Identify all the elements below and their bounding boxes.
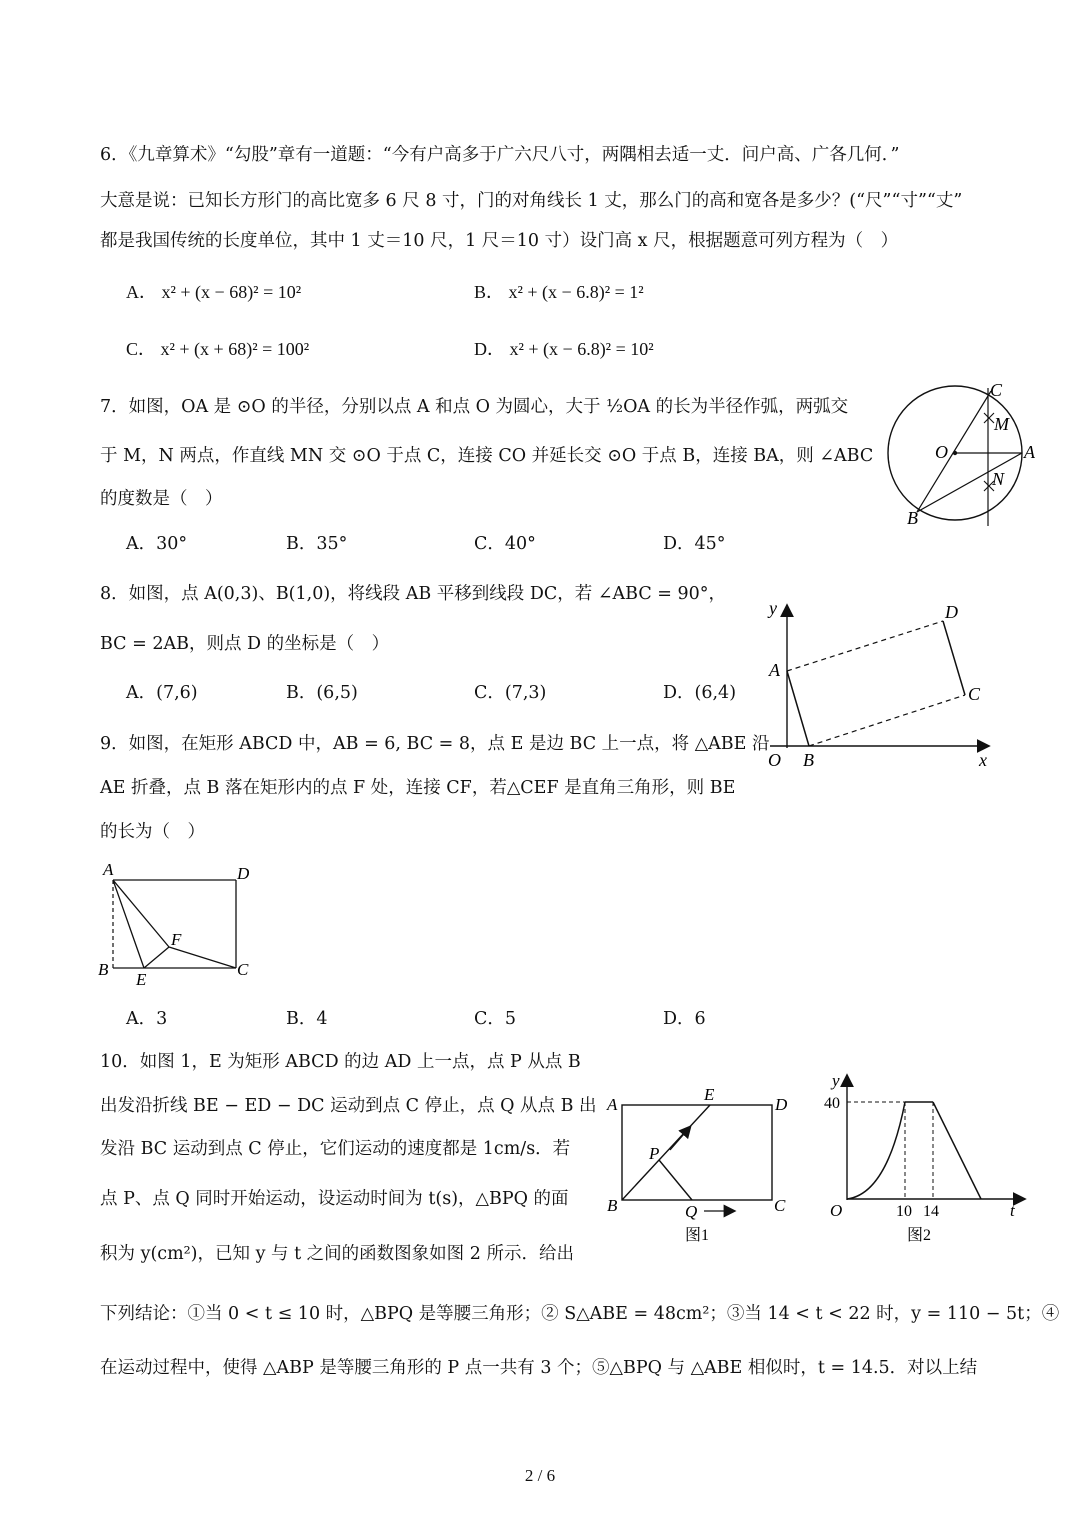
q9-option-a[interactable]: A．3 bbox=[126, 1009, 168, 1029]
segment-af bbox=[113, 880, 169, 947]
q7-line-1: 7．如图，OA 是 ⊙O 的半径，分别以点 A 和点 O 为圆心，大于 ½OA 的长为半径作弧，两弧交 bbox=[100, 397, 849, 417]
tick-40: 40 bbox=[824, 1095, 840, 1112]
segment-pq bbox=[659, 1160, 692, 1200]
label-d: D bbox=[237, 864, 250, 883]
page-number: 2 / 6 bbox=[524, 1466, 556, 1485]
q10-line-2: 出发沿折线 BE − ED − DC 运动到点 C 停止，点 Q 从点 B 出 bbox=[100, 1096, 597, 1116]
q8-option-a[interactable]: A．(7,6) bbox=[126, 683, 198, 703]
q7-option-c[interactable]: C．40° bbox=[474, 534, 536, 554]
q7-option-d[interactable]: D．45° bbox=[663, 534, 726, 554]
q8-option-b[interactable]: B．(6,5) bbox=[286, 683, 358, 703]
q10-line-1: 10．如图 1，E 为矩形 ABCD 的边 AD 上一点，点 P 从点 B bbox=[100, 1052, 581, 1072]
q9-line-2: AE 折叠，点 B 落在矩形内的点 F 处，连接 CF，若△CEF 是直角三角形，则 BE bbox=[100, 778, 736, 798]
label-c: C bbox=[990, 380, 1003, 400]
label-b: B bbox=[803, 750, 814, 770]
tick-14: 14 bbox=[923, 1203, 939, 1220]
q9-rectangle-figure bbox=[96, 858, 256, 990]
label-b: B bbox=[907, 508, 918, 528]
q6-option-b[interactable]: B． x² + (x − 6.8)² = 1² bbox=[474, 282, 644, 302]
label-b: B bbox=[607, 1196, 618, 1215]
q7-circle-figure bbox=[880, 378, 1045, 528]
segment-falling bbox=[933, 1102, 981, 1199]
center-dot bbox=[953, 451, 957, 455]
label-n: N bbox=[992, 469, 1005, 489]
tick-10: 10 bbox=[896, 1203, 912, 1220]
label-o: O bbox=[768, 750, 781, 770]
q9-line-3: 的长为（ ） bbox=[100, 822, 205, 842]
label-e: E bbox=[704, 1085, 715, 1104]
q8-line-1: 8．如图，点 A(0,3)、B(1,0)，将线段 AB 平移到线段 DC，若 ∠ABC = 90°， bbox=[100, 584, 727, 604]
label-c: C bbox=[774, 1196, 786, 1215]
q6-option-d[interactable]: D． x² + (x − 6.8)² = 10² bbox=[474, 339, 654, 359]
dashed-bc bbox=[809, 695, 965, 746]
q7-line-3: 的度数是（ ） bbox=[100, 489, 223, 509]
label-d: D bbox=[945, 602, 958, 622]
label-q: Q bbox=[685, 1202, 698, 1221]
label-m: M bbox=[994, 414, 1009, 434]
arrow-p bbox=[670, 1127, 690, 1150]
label-o: O bbox=[935, 442, 948, 462]
label-c: C bbox=[237, 960, 249, 979]
label-f: F bbox=[171, 930, 182, 949]
q9-option-d[interactable]: D．6 bbox=[663, 1009, 706, 1029]
curve-rising bbox=[847, 1102, 905, 1199]
q10-figure-1 bbox=[600, 1080, 800, 1248]
q8-option-c[interactable]: C．(7,3) bbox=[474, 683, 547, 703]
segment-dc bbox=[943, 621, 965, 695]
label-x: x bbox=[979, 750, 987, 770]
label-a: A bbox=[769, 660, 780, 680]
q9-option-c[interactable]: C．5 bbox=[474, 1009, 517, 1029]
label-e: E bbox=[136, 970, 147, 989]
segment-be bbox=[622, 1105, 710, 1200]
segment-ef bbox=[144, 947, 169, 968]
label-y: y bbox=[832, 1071, 840, 1090]
q8-coordinate-figure bbox=[760, 596, 1000, 776]
dashed-ad bbox=[787, 621, 943, 671]
q10-line-6: 下列结论：①当 0 < t ≤ 10 时，△BPQ 是等腰三角形；② S△ABE = 48cm²；③当 14 < t < 22 时，y = 110 − 5t；④ bbox=[100, 1304, 1060, 1324]
q7-line-2: 于 M，N 两点，作直线 MN 交 ⊙O 于点 C，连接 CO 并延长交 ⊙O 于点 B，连接 BA，则 ∠ABC bbox=[100, 446, 874, 466]
label-b: B bbox=[98, 960, 109, 979]
label-c: C bbox=[968, 684, 981, 704]
caption-fig2: 图2 bbox=[907, 1227, 932, 1244]
q6-line-1: 6．《九章算术》“勾股”章有一道题：“今有户高多于广六尺八寸，两隅相去适一丈．问户高、广各几何．” bbox=[100, 145, 900, 165]
q10-line-3: 发沿 BC 运动到点 C 停止，它们运动的速度都是 1cm/s．若 bbox=[100, 1139, 571, 1159]
q6-line-3: 都是我国传统的长度单位，其中 1 丈＝10 尺，1 尺＝10 寸）设门高 x 尺，根据题意可列方程为（ ） bbox=[100, 231, 899, 251]
q8-option-d[interactable]: D．(6,4) bbox=[663, 683, 737, 703]
label-o: O bbox=[830, 1201, 843, 1220]
segment-ab bbox=[787, 671, 809, 746]
label-a: A bbox=[1024, 442, 1035, 462]
line-ba bbox=[917, 453, 1022, 512]
q7-option-b[interactable]: B．35° bbox=[286, 534, 348, 554]
label-t: t bbox=[1010, 1201, 1015, 1220]
label-d: D bbox=[775, 1095, 788, 1114]
label-a: A bbox=[607, 1095, 618, 1114]
caption-fig1: 图1 bbox=[685, 1227, 710, 1244]
label-a: A bbox=[103, 860, 114, 879]
q6-line-2: 大意是说：已知长方形门的高比宽多 6 尺 8 寸，门的对角线长 1 丈，那么门的高和宽各是多少？(“尺”“寸”“丈” bbox=[100, 191, 963, 211]
q10-line-4: 点 P、点 Q 同时开始运动，设运动时间为 t(s)，△BPQ 的面 bbox=[100, 1189, 569, 1209]
label-y: y bbox=[769, 598, 777, 618]
q8-line-2: BC = 2AB，则点 D 的坐标是（ ） bbox=[100, 634, 390, 654]
q7-option-a[interactable]: A．30° bbox=[126, 534, 188, 554]
q9-line-1: 9．如图，在矩形 ABCD 中，AB = 6, BC = 8，点 E 是边 BC 上一点，将 △ABE 沿 bbox=[100, 734, 770, 754]
q10-line-5: 积为 y(cm²)，已知 y 与 t 之间的函数图象如图 2 所示．给出 bbox=[100, 1244, 574, 1264]
q10-figure-2-graph bbox=[810, 1066, 1030, 1248]
q9-option-b[interactable]: B．4 bbox=[286, 1009, 328, 1029]
arc-mark-m bbox=[984, 413, 994, 423]
segment-fc bbox=[169, 947, 236, 968]
q6-option-c[interactable]: C． x² + (x + 68)² = 100² bbox=[126, 339, 310, 359]
q6-option-a[interactable]: A． x² + (x − 68)² = 10² bbox=[126, 282, 302, 302]
label-p: P bbox=[649, 1144, 660, 1163]
segment-ae bbox=[113, 880, 144, 968]
q10-line-7: 在运动过程中，使得 △ABP 是等腰三角形的 P 点一共有 3 个；⑤△BPQ 与 △ABE 相似时，t = 14.5．对以上结 bbox=[100, 1358, 978, 1378]
